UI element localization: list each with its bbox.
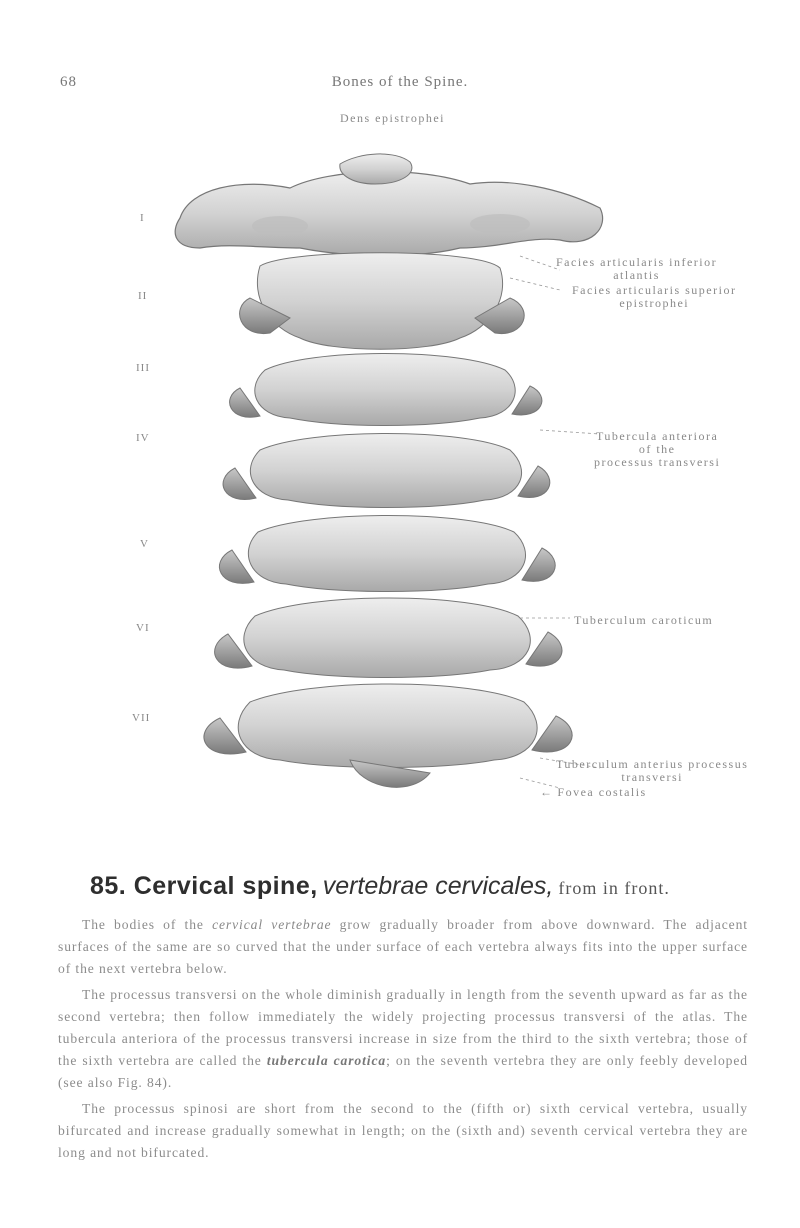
vertebra-vi [215,598,562,678]
vertebra-iv [223,434,550,508]
numeral-iii: III [136,362,150,374]
caption-title: 85. Cervical spine, [90,872,318,900]
page-number: 68 [60,74,77,90]
label-tuberculum-anterius [556,758,748,784]
p1-text-b: grow gradually broader from above downward. The adjacent surfaces of the same are so curved that the under surface of each vertebra always fits into the upper surface of the next vertebra below. [58,917,748,977]
p2-emphasis: tubercula carotica [266,1053,387,1069]
p2-text-b: ; on the seventh vertebra they are only feebly developed (see also Fig. 84). [58,1053,748,1091]
label-tuberculum-anterius-line1: Tuberculum anterius processus [556,757,749,771]
paragraph-2 [58,984,748,1095]
label-facies-inferior [556,256,717,282]
vertebra-iii [230,354,542,426]
label-facies-superior [572,284,736,310]
label-fovea-costalis [540,786,647,799]
figure-caption [90,872,730,901]
label-tuberculum-caroticum: Tuberculum caroticum [574,613,714,627]
numeral-vii: VII [132,712,151,724]
numeral-i: I [140,212,145,224]
numeral-vi: VI [136,622,150,634]
vertebra-atlas [175,154,602,256]
label-tubercula-line1: Tubercula anteriora [595,429,719,443]
p1-emphasis: cervical vertebrae [212,917,332,932]
numeral-iv: IV [136,432,150,444]
label-facies-superior-line1: Facies articularis superior [572,283,737,297]
label-dens: Dens epistrophei [340,111,445,125]
label-tubercula-anteriora [594,430,720,469]
label-facies-inferior-line2: atlantis [613,268,660,282]
body-text [58,914,748,1167]
running-title: Bones of the Spine. [331,74,469,90]
label-facies-superior-line2: epistrophei [619,296,690,310]
cervical-spine-illustration [160,148,620,808]
caption-rest: from in front. [558,878,670,898]
paragraph-1 [58,914,748,981]
label-fovea-text: Fovea costalis [557,785,647,799]
p2-text-a: The processus transversi on the whole diminish gradually in length from the seventh upward as far as the second vertebra; then follow immediately the widely projecting processus transversi of the atlas. The tubercula anteriora of the processus transversi increase in size from the third to the sixth vertebra; those of the sixth vertebra are called the [58,986,748,1069]
vertebra-v [219,516,555,592]
label-facies-inferior-line1: Facies articularis inferior [556,255,718,269]
p1-text-a: The bodies of the [82,917,213,932]
numeral-ii: II [138,290,148,302]
vertebra-axis [240,253,525,350]
label-tubercula-line3: processus transversi [594,455,721,469]
label-tubercula-line2: of the [638,442,676,456]
label-tuberculum-anterius-line2: transversi [621,770,684,784]
vertebra-vii [204,684,572,787]
arrow-left-icon: ← [540,785,558,799]
paragraph-3: The processus spinosi are short from the second to the (fifth or) sixth cervical vertebra, usually bifurcated and increase gradually somewhat in length; on the (sixth and) seventh cervical vertebra they are long and not bifurcated. [58,1100,748,1161]
numeral-v: V [140,538,149,550]
caption-latin: vertebrae cervicales, [322,872,554,900]
